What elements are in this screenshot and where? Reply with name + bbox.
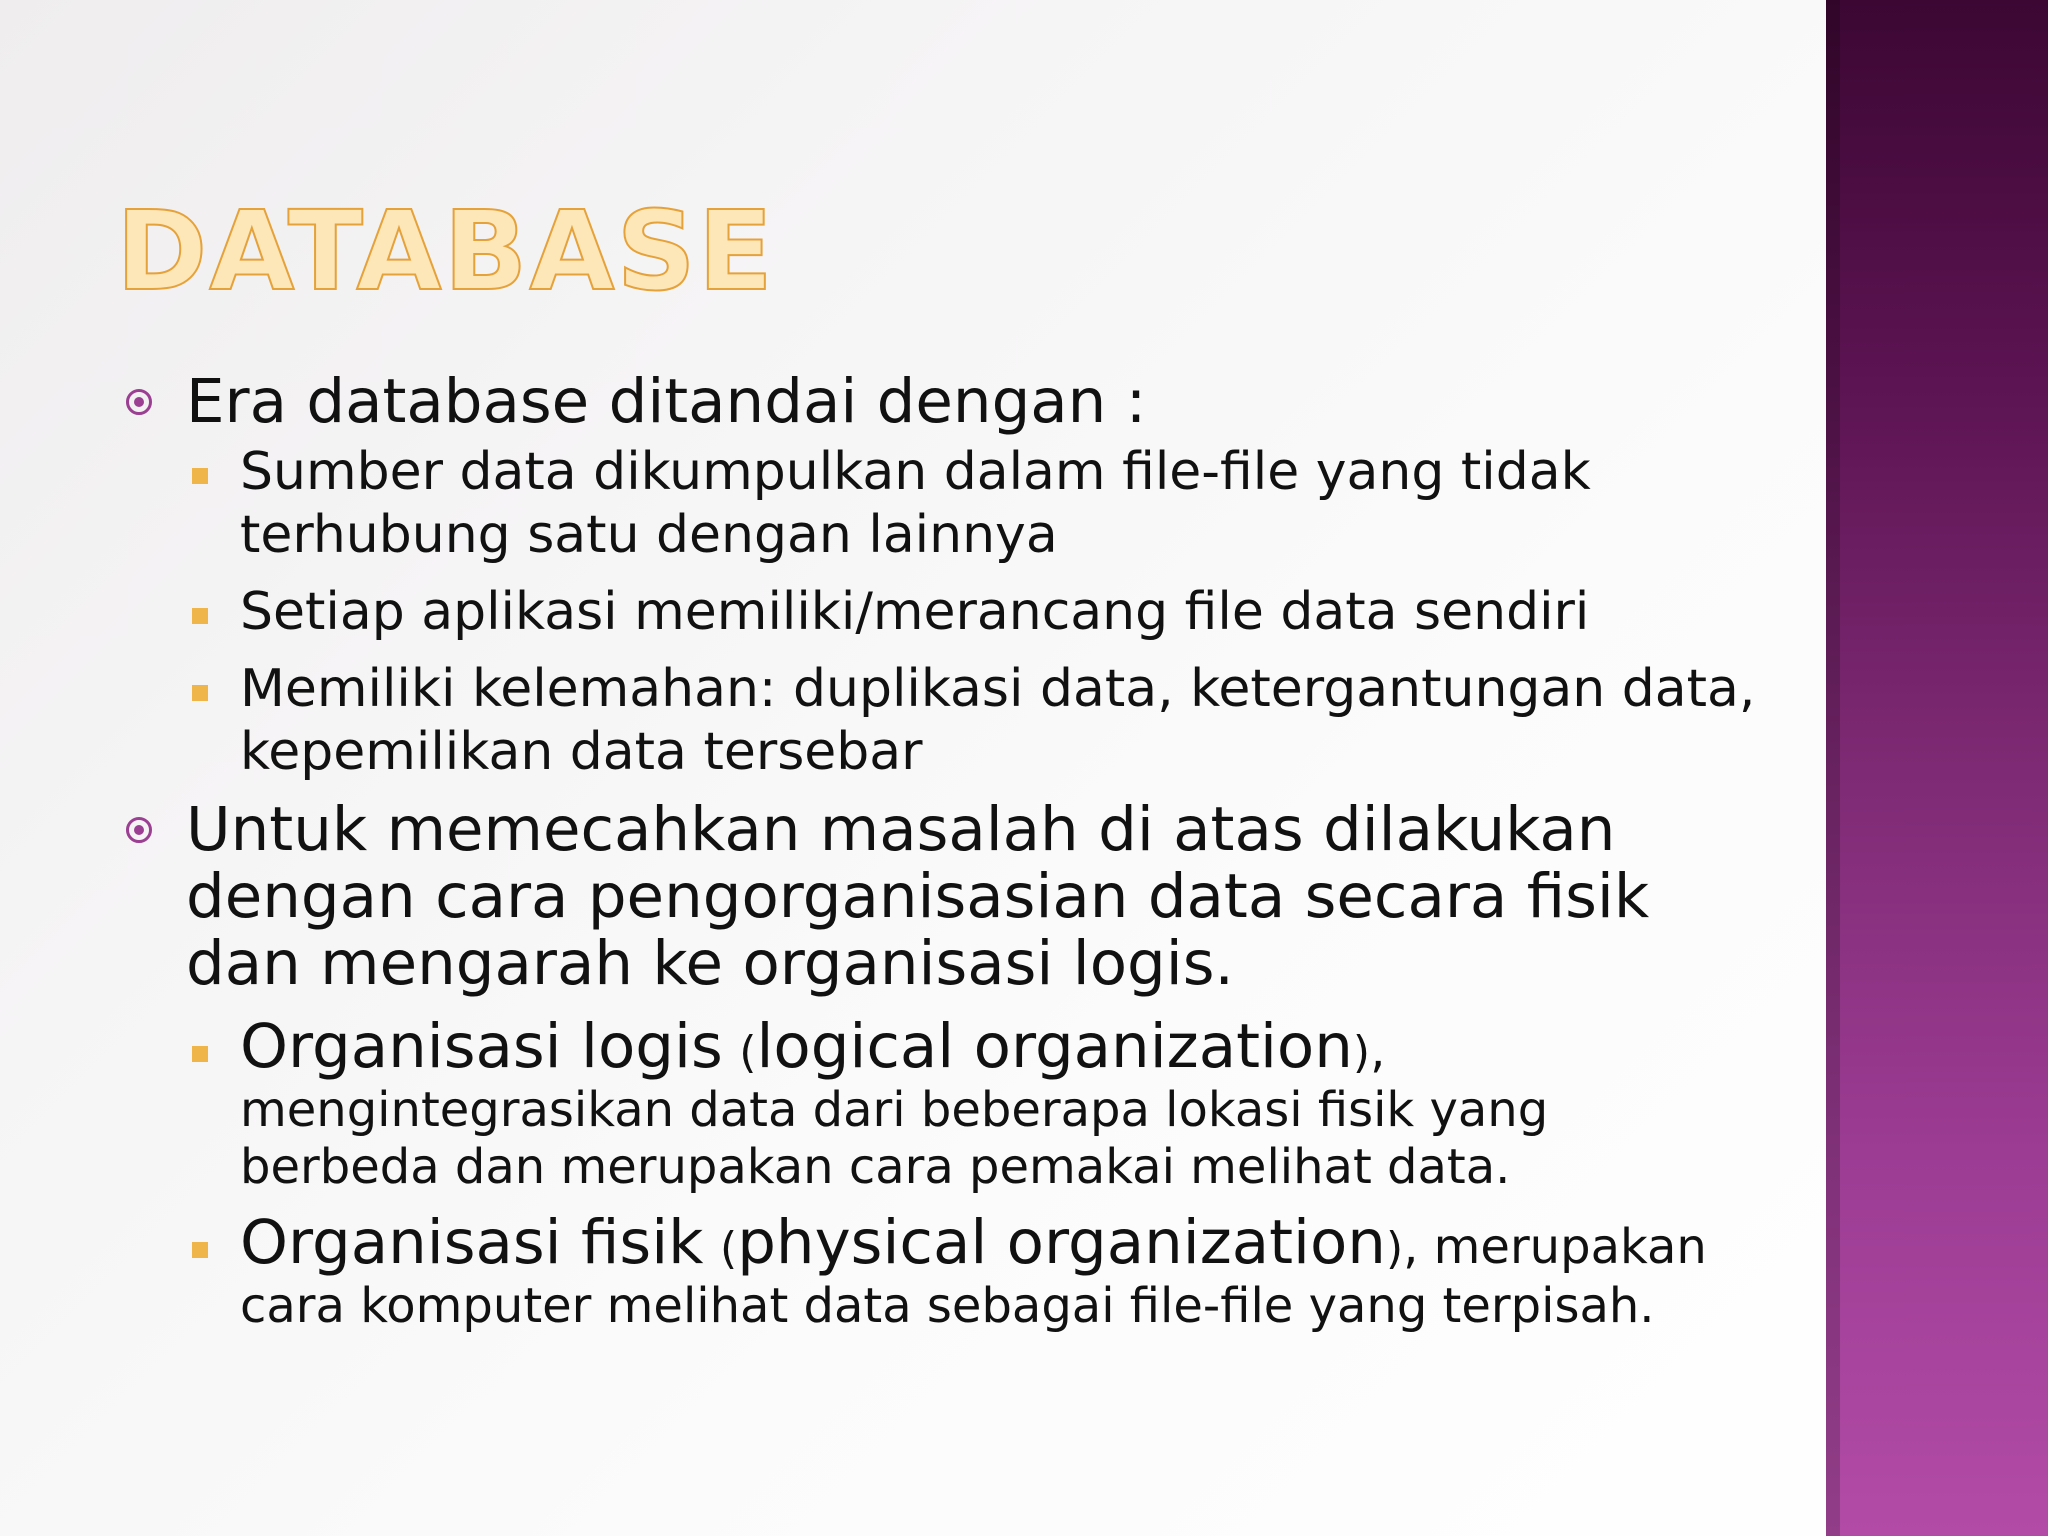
decorative-side-band — [1826, 0, 2048, 1536]
square-bullet-icon — [192, 1046, 208, 1062]
square-bullet-icon — [192, 608, 208, 624]
open-paren: ( — [739, 1027, 757, 1078]
circled-dot-icon — [126, 389, 152, 415]
sub-bullet-kelemahan — [122, 658, 1762, 784]
close-paren: ) — [1352, 1027, 1371, 1078]
bullet-memecahkan-masalah — [122, 796, 1762, 997]
definition-text: , mengintegrasikan data dari beberapa lokasi fisik yang berbeda dan merupakan cara pemakai melihat data. — [240, 1023, 1549, 1195]
sub-bullet-text: Setiap aplikasi memiliki/merancang file data sendiri — [240, 582, 1590, 642]
sub-bullet-text: Sumber data dikumpulkan dalam file-file yang tidak terhubung satu dengan lainnya — [240, 442, 1591, 565]
term: Organisasi fisik — [240, 1207, 704, 1278]
sub-bullet-setiap-aplikasi — [122, 581, 1762, 644]
bullet-text: Era database ditandai dengan : — [186, 366, 1147, 437]
square-bullet-icon — [192, 685, 208, 701]
circled-dot-icon — [126, 817, 152, 843]
slide-body — [122, 368, 1762, 1334]
sub-bullet-organisasi-logis — [122, 1011, 1762, 1195]
term: Organisasi logis — [240, 1011, 723, 1082]
bullet-text: Untuk memecahkan masalah di atas dilakukan dengan cara pengorganisasian data secara fisik dan mengarah ke organisasi logis. — [186, 794, 1650, 999]
bullet-era-database — [122, 368, 1762, 435]
english-term: physical organization — [737, 1207, 1386, 1278]
sub-bullet-text: Memiliki kelemahan: duplikasi data, ketergantungan data, kepemilikan data tersebar — [240, 659, 1756, 782]
slide-title: DATABASE — [116, 187, 775, 315]
close-paren: ) — [1385, 1223, 1404, 1274]
definition-text: , merupakan cara komputer melihat data sebagai file-file yang terpisah. — [240, 1219, 1707, 1334]
sub-bullet-sumber-data — [122, 441, 1762, 567]
sub-bullet-organisasi-fisik — [122, 1207, 1762, 1334]
open-paren: ( — [720, 1223, 738, 1274]
square-bullet-icon — [192, 1242, 208, 1258]
english-term: logical organization — [756, 1011, 1353, 1082]
square-bullet-icon — [192, 468, 208, 484]
